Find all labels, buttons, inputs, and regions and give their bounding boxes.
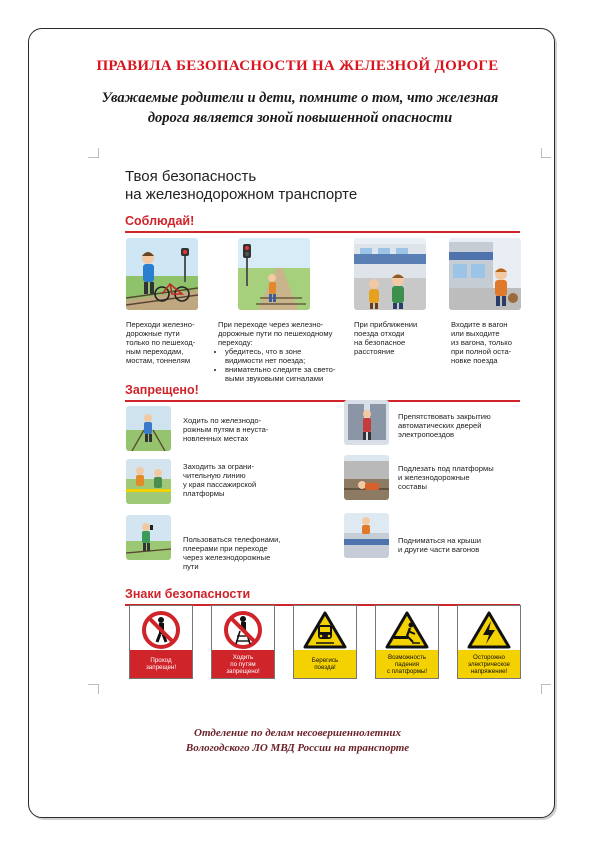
illustration-crossing-bicycle — [126, 238, 198, 310]
crop-mark — [88, 684, 98, 685]
caption-forbidden-3: Заходить за ограни- чительную линию у края пассажирской платформы — [183, 462, 257, 498]
subtitle-line: дорога является зоной повышенной опасности — [147, 110, 453, 126]
caption-observe-4: Входите в вагон или выходите из вагона, только при полной оста- новке поезда — [451, 320, 512, 365]
caption-forbidden-5: Пользоваться телефонами, плеерами при переходе через железнодорожные пути — [183, 535, 281, 571]
poster-title-line: на железнодорожном транспорте — [125, 186, 358, 203]
footer-line: Вологодского ЛО МВД России на транспорте — [185, 742, 410, 754]
sign-label: Возможность падения с платформы! — [376, 650, 438, 678]
illustration-crawling-under-platform — [344, 455, 389, 500]
footer-credit — [60, 726, 535, 756]
illustration-stand-back-from-train — [354, 238, 426, 310]
sign-label: Ходить по путям запрещено! — [212, 650, 274, 678]
illustration-blocking-doors — [344, 400, 389, 445]
safety-sign — [129, 605, 193, 679]
caption-observe-3: При приближении поезда отходи на безопасное расстояние — [354, 320, 418, 356]
page-title: ПРАВИЛА БЕЗОПАСНОСТИ НА ЖЕЛЕЗНОЙ ДОРОГЕ — [96, 58, 499, 74]
sign-label: Берегись поезда! — [294, 650, 356, 678]
sign-label: Проход запрещен! — [130, 650, 192, 678]
caption-forbidden-6: Подниматься на крыши и другие части вагонов — [398, 536, 481, 554]
train-warning-sign-icon — [302, 610, 348, 650]
section-heading-observe: Соблюдай! — [125, 214, 195, 228]
crop-mark — [541, 684, 542, 694]
caption-observe-2: При переходе через железно- дорожные пути по пешеходному переходу: • убедитесь, что в зоне видимости нет поезда; • внимательно следите за свето- выми звуковыми сигналами — [218, 320, 353, 383]
section-heading-signs: Знаки безопасности — [125, 587, 251, 601]
section-divider — [125, 231, 520, 233]
caption-forbidden-1: Ходить по железнодо- рожным путям в неуста- новленных местах — [183, 416, 269, 443]
footer-line: Отделение по делам несовершеннолетних — [194, 727, 401, 739]
safety-sign — [375, 605, 439, 679]
section-heading-forbidden: Запрещено! — [125, 383, 199, 397]
platform-fall-warning-sign-icon — [384, 610, 430, 650]
illustration-phone-on-tracks — [126, 515, 171, 560]
safety-sign — [211, 605, 275, 679]
crop-mark — [98, 684, 99, 694]
page-subtitle — [60, 88, 540, 128]
caption-forbidden-4: Подлезать под платформы и железнодорожные составы — [398, 464, 494, 491]
no-walking-on-tracks-sign-icon — [220, 610, 266, 650]
crop-mark — [541, 157, 551, 158]
section-divider — [125, 400, 520, 402]
subtitle-line: Уважаемые родители и дети, помните о том, что железная — [101, 90, 499, 106]
illustration-walking-on-tracks — [126, 406, 171, 451]
illustration-wait-for-train-stop — [449, 238, 521, 310]
sign-label: Осторожно электрическое напряжение! — [458, 650, 520, 678]
caption-observe-1: Переходи железно- дорожные пути только по пешеход- ным переходам, мостам, тоннелям — [126, 320, 196, 365]
poster-title-line: Твоя безопасность — [125, 168, 257, 185]
electric-voltage-warning-sign-icon — [466, 610, 512, 650]
illustration-pedestrian-crossing — [238, 238, 310, 310]
caption-forbidden-2: Препятствовать закрытию автоматических дверей электропоездов — [398, 412, 491, 439]
crop-mark — [98, 148, 99, 158]
crop-mark — [88, 157, 98, 158]
illustration-platform-edge — [126, 459, 171, 504]
illustration-climbing-train-roof — [344, 513, 389, 558]
safety-sign — [457, 605, 521, 679]
crop-mark — [541, 684, 551, 685]
poster-title — [125, 168, 357, 204]
no-pedestrian-sign-icon — [138, 610, 184, 650]
safety-sign — [293, 605, 357, 679]
